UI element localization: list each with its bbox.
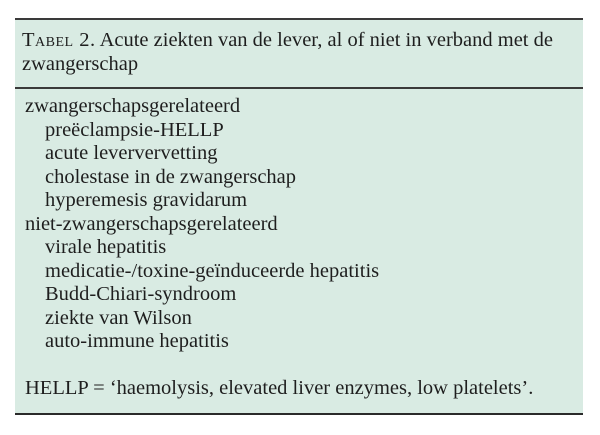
bottom-rule	[15, 413, 583, 415]
group-pregnancy-related	[25, 95, 577, 213]
group-not-pregnancy-related	[25, 213, 577, 354]
list-item: preëclampsie-HELLP	[45, 118, 224, 141]
list-item: cholestase in de zwangerschap	[45, 165, 297, 188]
list-item: acute leververvetting	[45, 142, 218, 164]
list-item: medicatie-/toxine-geïnduceerde hepatitis	[45, 259, 380, 282]
top-rule	[15, 18, 583, 20]
list-item: auto-immune hepatitis	[45, 330, 229, 352]
table-label: Tabel 2.	[22, 29, 96, 51]
list-item: virale hepatitis	[45, 236, 167, 258]
table-caption	[22, 28, 577, 76]
header-rule	[15, 87, 583, 89]
table-footnote: HELLP = ‘haemolysis, elevated liver enzymes, low platelets’.	[25, 376, 534, 399]
group-heading: zwangerschapsgerelateerd	[25, 95, 241, 117]
list-item: Budd-Chiari-syndroom	[45, 283, 237, 305]
list-item: hyperemesis gravidarum	[45, 189, 248, 211]
table-body	[25, 95, 577, 400]
table-2	[15, 18, 583, 415]
table-title: Acute ziekten van de lever, al of niet in verband met de zwangerschap	[22, 29, 553, 75]
list-item: ziekte van Wilson	[45, 306, 192, 329]
group-heading: niet-zwangerschapsgerelateerd	[25, 212, 278, 235]
